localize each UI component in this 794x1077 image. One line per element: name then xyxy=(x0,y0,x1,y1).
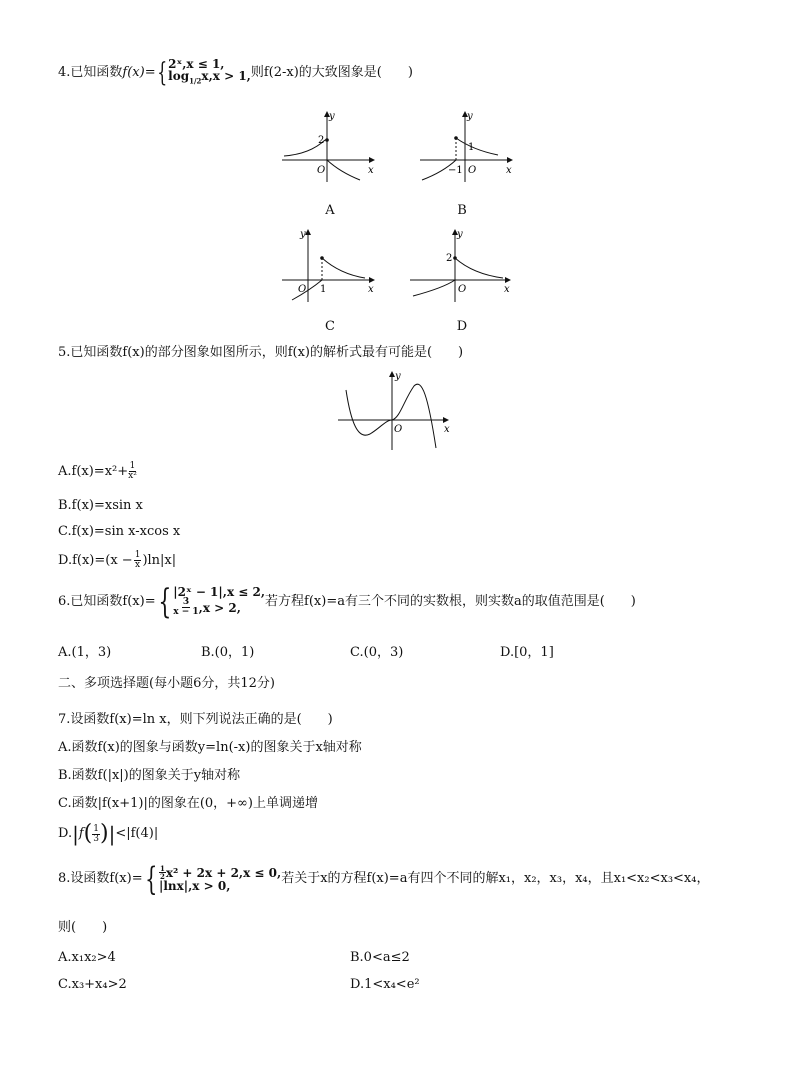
q4-label-c: C xyxy=(325,319,335,334)
q4-c-origin: O xyxy=(298,284,307,295)
q4-prefix: 4.已知函数 xyxy=(58,64,123,80)
q4-brace: { xyxy=(156,57,167,88)
q4-a-origin: O xyxy=(317,165,326,176)
q4-a-y-label: y xyxy=(329,111,335,122)
q5-origin: O xyxy=(394,424,403,435)
q4-eq: = xyxy=(144,64,156,80)
q4-b-origin: O xyxy=(468,165,477,176)
q5-option-d: D.f(x)=(x − $\frac{1}{x}$ )ln|x| xyxy=(58,550,177,570)
q8-brace: { xyxy=(144,859,157,898)
q8-case2: |lnx|,x > 0, xyxy=(158,879,231,893)
q5-y-label: y xyxy=(395,371,401,382)
q8-option-c: C.x₃+x₄>2 xyxy=(58,977,127,992)
q7-option-d: D. | f ( $\frac{1}{3}$ ) | <|f(4)| xyxy=(58,821,159,846)
q5-x-label: x xyxy=(444,424,450,435)
q4-graph-b xyxy=(418,110,518,185)
q7-stem: 7.设函数f(x)=ln x，则下列说法正确的是( ) xyxy=(58,712,333,727)
q6-brace: { xyxy=(157,581,171,622)
q5-stem: 5.已知函数f(x)的部分图象如图所示，则f(x)的解析式最有可能是( ) xyxy=(58,345,464,360)
q5-option-b: B.f(x)=xsin x xyxy=(58,498,143,513)
q6-case2: $\frac{3}{x - 1}$ ,x > 2, xyxy=(173,597,241,617)
q8-option-d: D.1<x₄<e² xyxy=(350,977,420,992)
q4-b-x-label: x xyxy=(506,165,512,176)
q4-b-tick-1: 1 xyxy=(468,142,475,153)
q4-c-y-label: y xyxy=(300,229,306,240)
q8-option-b: B.0<a≤2 xyxy=(350,950,410,965)
q8-line2: 则( ) xyxy=(58,920,108,935)
q4-c-tick-1: 1 xyxy=(320,284,327,295)
q7-d-frac: $\frac{1}{3}$ xyxy=(93,823,99,844)
q4-cases xyxy=(168,58,251,87)
q6-case1: |2ˣ − 1|,x ≤ 2, xyxy=(173,585,266,599)
q4-graph-d xyxy=(408,228,518,303)
q4-post: 则f(2-x)的大致图象是( ) xyxy=(250,64,413,80)
q8-cases xyxy=(159,865,281,892)
q4-d-y-label: y xyxy=(457,229,463,240)
q6-option-d: D.[0，1] xyxy=(500,645,554,660)
q4-label-a: A xyxy=(325,203,335,218)
q6-cases xyxy=(173,586,265,617)
q4-d-tick-2: 2 xyxy=(446,253,453,264)
q8-stem: 8.设函数f(x)= { $\frac{1}{2}$ x² + 2x + 2,x ≤ 0, |lnx|,x > 0, 若关于x的方程f(x)=a有四个不同的解x₁，x₂，x₃，x₄，且x₁<x₂<x₃<x₄， xyxy=(58,859,710,898)
q5-d-frac: $\frac{1}{x}$ xyxy=(134,550,141,570)
q4-fx: f(x) xyxy=(122,64,145,80)
q4-label-d: D xyxy=(456,319,468,334)
q4-a-x-label: x xyxy=(368,165,374,176)
q4-stem xyxy=(58,58,413,87)
q4-b-y-label: y xyxy=(467,111,473,122)
q7-option-c: C.函数|f(x+1)|的图象在(0，+∞)上单调递增 xyxy=(58,796,318,811)
q8-option-a: A.x₁x₂>4 xyxy=(58,950,116,965)
q4-label-b: B xyxy=(457,203,467,218)
q5-option-c: C.f(x)=sin x-xcos x xyxy=(58,524,181,539)
q6-option-a: A.(1，3) xyxy=(58,645,112,660)
q5-a-frac: $\frac{1}{\text{x²}}$ xyxy=(128,461,137,481)
q6-option-c: C.(0，3) xyxy=(350,645,404,660)
q7-option-b: B.函数f(|x|)的图象关于y轴对称 xyxy=(58,768,241,783)
q7-option-a: A.函数f(x)的图象与函数y=ln(-x)的图象关于x轴对称 xyxy=(58,740,362,755)
q4-c-x-label: x xyxy=(368,284,374,295)
q4-case2: $\log_{1/2}x,x > 1$, xyxy=(168,69,251,86)
q4-graph-a xyxy=(280,110,380,185)
q4-a-tick-2: 2 xyxy=(318,135,325,146)
q6-stem: 6.已知函数f(x)= { |2ˣ − 1|,x ≤ 2, $\frac{3}{x - 1}$ ,x > 2, 若方程f(x)=a有三个不同的实数根，则实数a的取值范围是( ) xyxy=(58,581,636,622)
q4-d-x-label: x xyxy=(504,284,510,295)
q4-graph-c xyxy=(280,228,380,303)
q4-case1: 2ˣ,x ≤ 1, xyxy=(168,57,225,71)
q4-b-tick-neg1: −1 xyxy=(448,165,463,176)
q4-d-origin: O xyxy=(458,284,467,295)
q6-option-b: B.(0，1) xyxy=(201,645,255,660)
q8-case1: $\frac{1}{2}$ x² + 2x + 2,x ≤ 0, xyxy=(159,864,282,881)
q5-option-a: A.f(x)=x²+ $\frac{1}{\text{x²}}$ xyxy=(58,461,137,481)
section-heading: 二、多项选择题(每小题6分，共12分) xyxy=(58,676,275,691)
q5-graph xyxy=(336,368,456,453)
